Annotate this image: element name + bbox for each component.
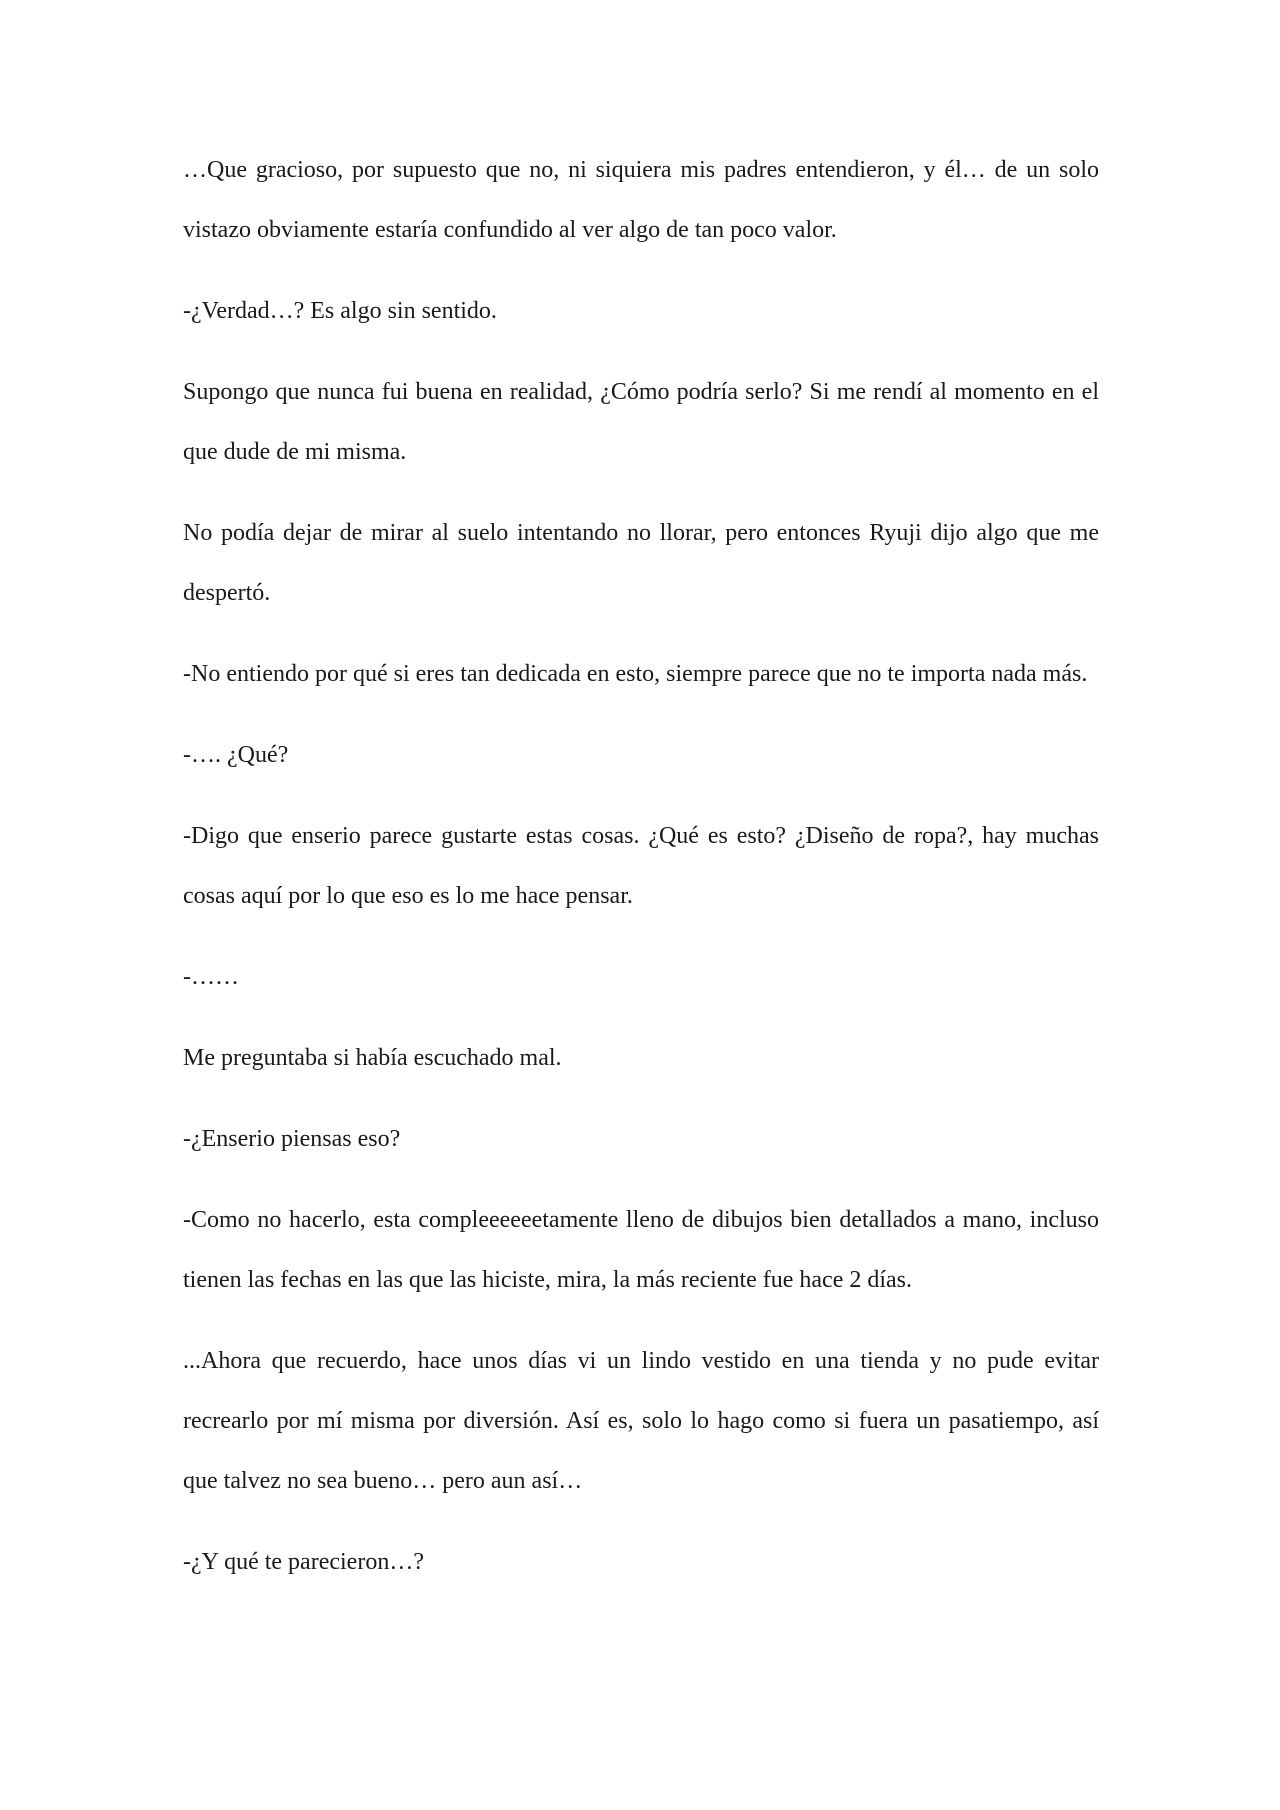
- paragraph-3: Supongo que nunca fui buena en realidad, ¿Cómo podría serlo? Si me rendí al momento en el que dude de mi misma.: [183, 379, 1099, 465]
- paragraph-13: -¿Y qué te parecieron…?: [183, 1549, 424, 1575]
- paragraph-12: ...Ahora que recuerdo, hace unos días vi un lindo vestido en una tienda y no pude evitar recrearlo por mí misma por diversión. Así es, solo lo hago como si fuera un pasatiempo, así que talvez no sea bueno… pero aun así…: [183, 1348, 1099, 1494]
- paragraph-7: -Digo que enserio parece gustarte estas cosas. ¿Qué es esto? ¿Diseño de ropa?, hay muchas cosas aquí por lo que eso es lo me hace pensar.: [183, 823, 1099, 909]
- paragraph-10: -¿Enserio piensas eso?: [183, 1126, 401, 1152]
- paragraph-5: -No entiendo por qué si eres tan dedicada en esto, siempre parece que no te importa nada más.: [183, 661, 1088, 687]
- paragraph-1: …Que gracioso, por supuesto que no, ni siquiera mis padres entendieron, y él… de un solo vistazo obviamente estaría confundido al ver algo de tan poco valor.: [183, 157, 1099, 243]
- document-page: [183, 140, 1099, 1592]
- paragraph-2: -¿Verdad…? Es algo sin sentido.: [183, 298, 497, 324]
- paragraph-11: -Como no hacerlo, esta compleeeeeetamente lleno de dibujos bien detallados a mano, incluso tienen las fechas en las que las hiciste, mira, la más reciente fue hace 2 días.: [183, 1207, 1099, 1293]
- paragraph-4: No podía dejar de mirar al suelo intentando no llorar, pero entonces Ryuji dijo algo que me despertó.: [183, 520, 1099, 606]
- paragraph-8: -……: [183, 964, 239, 990]
- paragraph-9: Me preguntaba si había escuchado mal.: [183, 1045, 562, 1071]
- paragraph-6: -…. ¿Qué?: [183, 742, 289, 768]
